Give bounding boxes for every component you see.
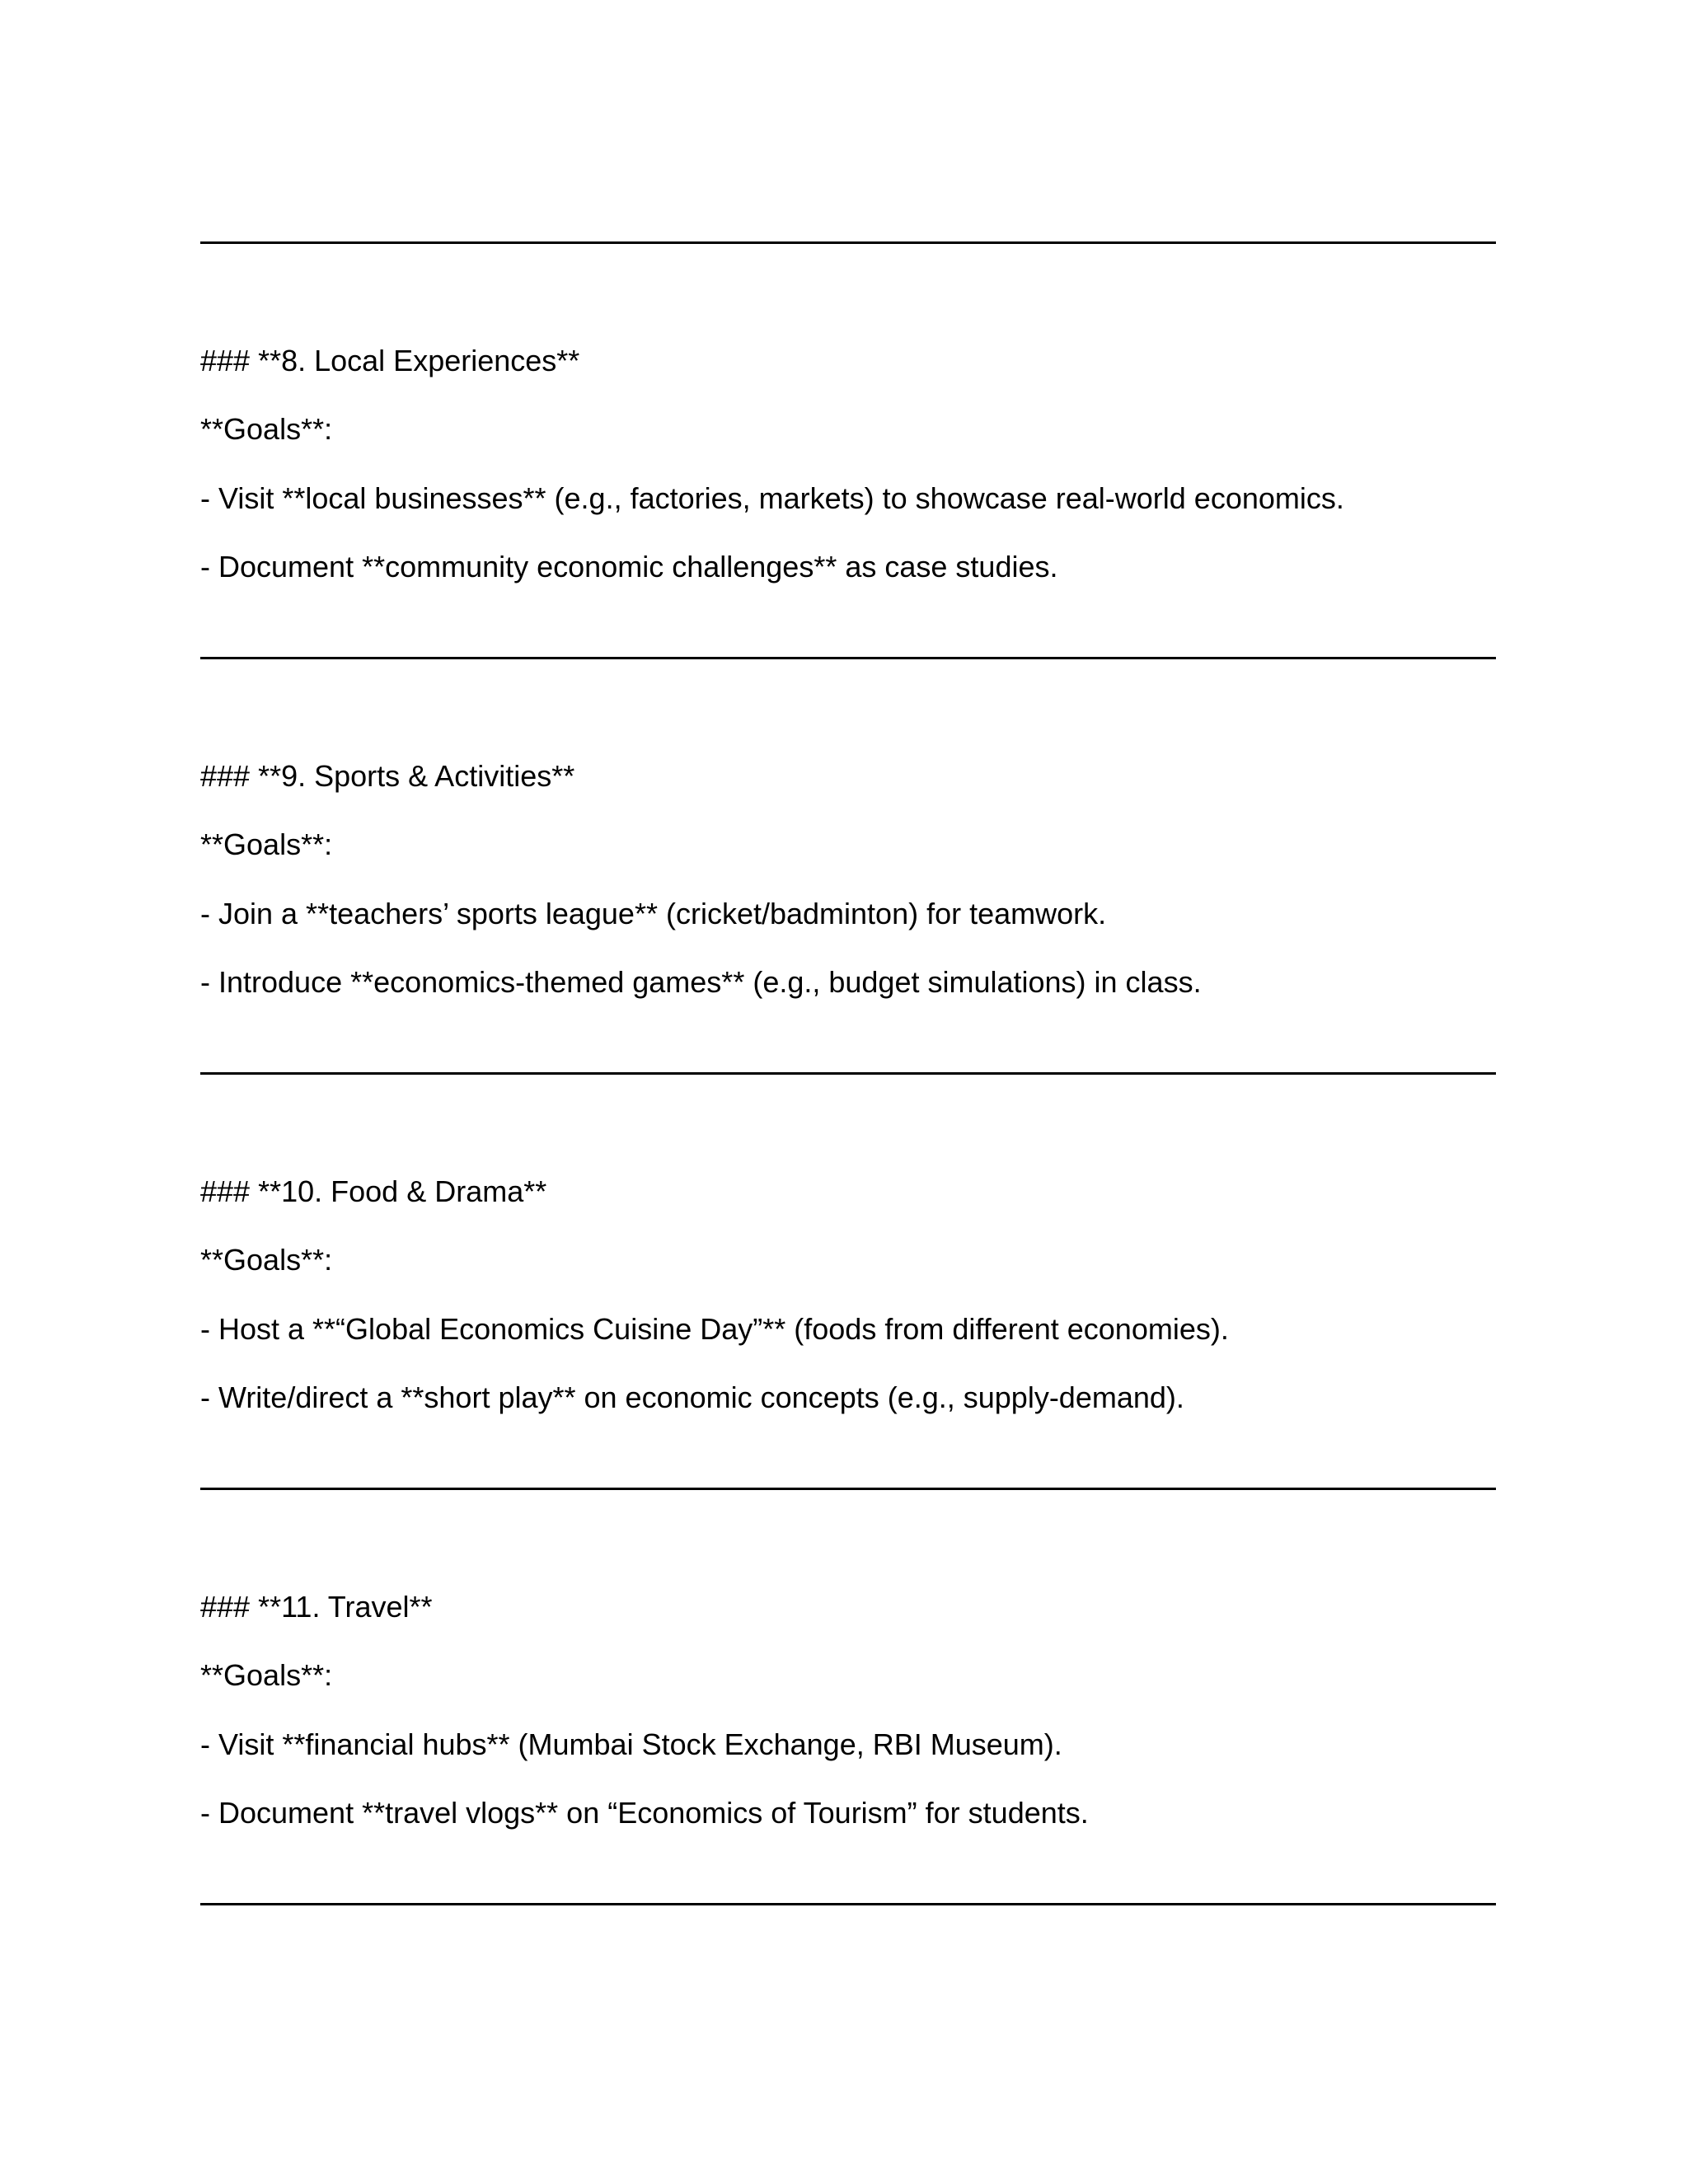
section-heading: ### **11. Travel** [200, 1590, 433, 1624]
goals-label: **Goals**: [200, 412, 333, 446]
section-heading: ### **9. Sports & Activities** [200, 759, 575, 793]
section-heading: ### **10. Food & Drama** [200, 1174, 547, 1208]
horizontal-rule [200, 657, 1496, 659]
horizontal-rule [200, 241, 1496, 244]
horizontal-rule [200, 1072, 1496, 1075]
goal-item: - Document **community economic challenges** as case studies. [200, 550, 1058, 583]
horizontal-rule [200, 1903, 1496, 1905]
goals-label: **Goals**: [200, 1243, 333, 1277]
goals-label: **Goals**: [200, 827, 333, 861]
goal-item: - Visit **local businesses** (e.g., factories, markets) to showcase real-world economics. [200, 481, 1344, 515]
goals-label: **Goals**: [200, 1658, 333, 1692]
goal-item: - Introduce **economics-themed games** (e.g., budget simulations) in class. [200, 965, 1202, 999]
goal-item: - Visit **financial hubs** (Mumbai Stock Exchange, RBI Museum). [200, 1727, 1062, 1761]
horizontal-rule [200, 1488, 1496, 1490]
goal-item: - Document **travel vlogs** on “Economics of Tourism” for students. [200, 1796, 1089, 1830]
section-heading: ### **8. Local Experiences** [200, 344, 580, 377]
goal-item: - Write/direct a **short play** on economic concepts (e.g., supply-demand). [200, 1380, 1184, 1414]
goal-item: - Host a **“Global Economics Cuisine Day”** (foods from different economies). [200, 1312, 1229, 1346]
goal-item: - Join a **teachers’ sports league** (cricket/badminton) for teamwork. [200, 897, 1107, 930]
